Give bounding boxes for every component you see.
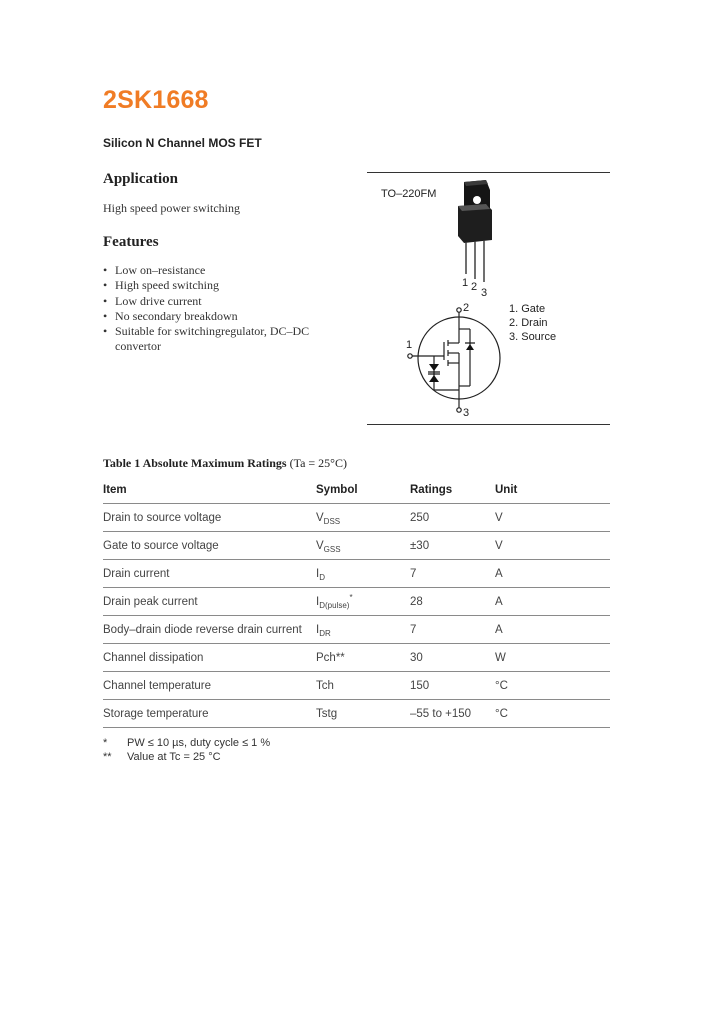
table-row: Channel temperature Tch 150 °C [103,672,610,700]
table-row: Channel dissipation Pch** 30 W [103,644,610,672]
footnote: ** Value at Tc = 25 °C [103,751,221,763]
table-header-row [103,476,610,504]
mosfet-symbol-icon [408,308,500,412]
features-heading: Features [103,234,159,250]
schematic-pin-2: 2 [463,302,470,314]
list-item-continuation: convertor [115,339,161,354]
list-item: • No secondary breakdown [103,308,238,323]
diagram-top-rule [367,172,610,173]
device-subtitle: Silicon N Channel MOS FET [103,136,262,150]
pin-number-2: 2 [471,281,478,293]
table-row: Drain to source voltage $V_{DSS}$ 250 V [103,504,610,532]
list-item: • Suitable for switchingregulator, DC–DC [103,324,310,339]
application-text: High speed power switching [103,201,240,215]
list-item: • Low on–resistance [103,263,206,277]
absolute-maximum-ratings-table [103,476,610,728]
list-item: • Low drive current [103,293,202,308]
to220fm-package-icon [458,180,492,282]
table-title: Table 1 Absolute Maximum Ratings (Ta = 25°C) [103,456,347,470]
schematic-pin-3: 3 [463,407,470,419]
table-row: Drain peak current $I_{D(pulse)}^*$ 28 A [103,588,610,616]
part-number-title: 2SK1668 [103,86,209,114]
table-row: Drain current $I_D$ 7 A [103,560,610,588]
diagram-bottom-rule [367,424,610,425]
table-row: Body–drain diode reverse drain current $I_{DR}$ 7 A [103,616,610,644]
zener-diode-icon [429,364,439,371]
pin-number-3: 3 [481,287,488,299]
header-ratings: Ratings [410,476,495,504]
package-name: TO–220FM [381,188,437,200]
pin-legend-source: 3. Source [509,331,557,343]
body-diode-icon [466,344,474,350]
application-heading: Application [103,171,179,187]
table-row: Storage temperature Tstg –55 to +150 °C [103,700,610,728]
schematic-pin-1: 1 [406,339,413,351]
header-unit: Unit [495,476,610,504]
list-item: • High speed switching [103,278,219,293]
pin-legend-drain: 2. Drain [509,317,548,329]
table-row: Gate to source voltage $V_{GSS}$ ±30 V [103,532,610,560]
pin-number-1: 1 [462,277,469,289]
features-list [103,263,333,355]
pin-legend-gate: 1. Gate [509,303,546,315]
pin-legend [509,302,556,344]
mosfet-schematic [398,298,506,420]
package-illustration [450,176,510,302]
header-item: Item [103,476,316,504]
footnote: * PW ≤ 10 µs, duty cycle ≤ 1 % [103,737,271,749]
table-footnotes [103,736,270,764]
header-symbol: Symbol [316,476,410,504]
